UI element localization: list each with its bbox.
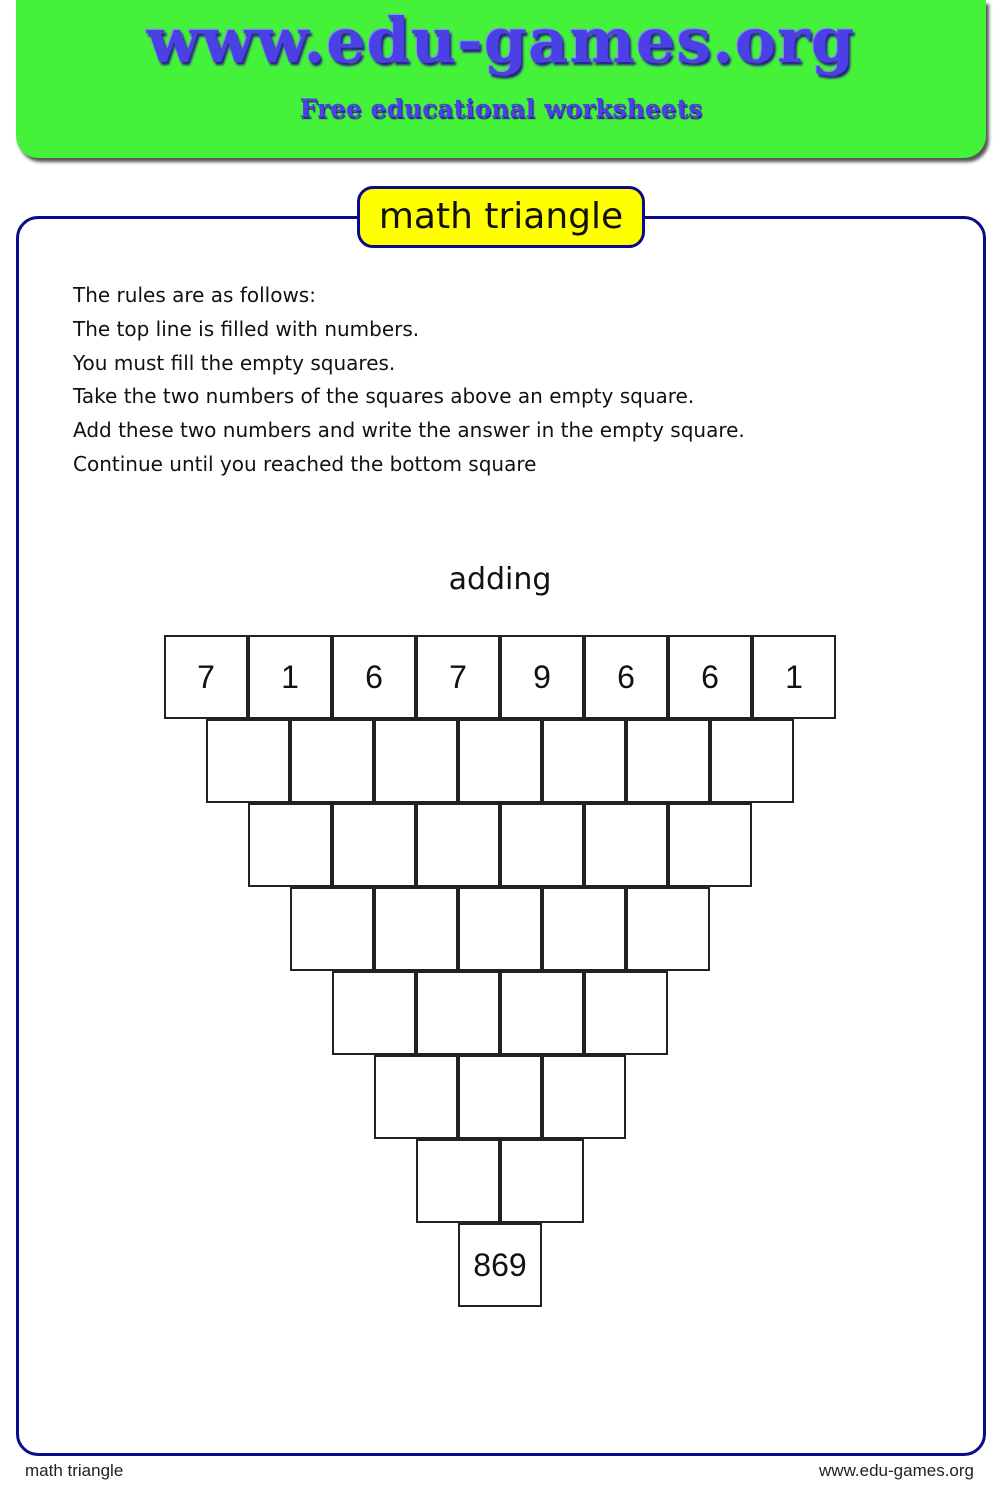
given-number-cell: 7 — [164, 635, 248, 719]
empty-answer-cell[interactable] — [206, 719, 290, 803]
given-number-cell: 6 — [332, 635, 416, 719]
rule-line: The top line is filled with numbers. — [73, 316, 420, 341]
site-subtitle: Free educational worksheets — [299, 94, 703, 123]
footer-title: math triangle — [25, 1461, 124, 1480]
rule-line: You must fill the empty squares. — [73, 350, 396, 375]
given-number-cell: 1 — [248, 635, 332, 719]
empty-answer-cell[interactable] — [500, 1139, 584, 1223]
given-number-cell: 6 — [584, 635, 668, 719]
empty-answer-cell[interactable] — [374, 719, 458, 803]
empty-answer-cell[interactable] — [416, 971, 500, 1055]
empty-answer-cell[interactable] — [542, 887, 626, 971]
empty-answer-cell[interactable] — [710, 719, 794, 803]
footer-site[interactable]: www.edu-games.org — [819, 1461, 974, 1480]
site-title[interactable]: www.edu-games.org — [146, 4, 856, 77]
empty-answer-cell[interactable] — [542, 719, 626, 803]
empty-answer-cell[interactable] — [542, 1055, 626, 1139]
rule-line: Add these two numbers and write the answer in the empty square. — [73, 418, 745, 443]
empty-answer-cell[interactable] — [584, 971, 668, 1055]
empty-answer-cell[interactable] — [458, 719, 542, 803]
empty-answer-cell[interactable] — [626, 887, 710, 971]
empty-answer-cell[interactable] — [374, 1055, 458, 1139]
empty-answer-cell[interactable] — [500, 971, 584, 1055]
empty-answer-cell[interactable] — [458, 887, 542, 971]
empty-answer-cell[interactable] — [626, 719, 710, 803]
operation-label: adding — [448, 562, 552, 597]
empty-answer-cell[interactable] — [290, 719, 374, 803]
empty-answer-cell[interactable] — [500, 803, 584, 887]
worksheet-title: math triangle — [357, 186, 645, 248]
empty-answer-cell[interactable] — [332, 803, 416, 887]
given-number-cell: 9 — [500, 635, 584, 719]
empty-answer-cell[interactable] — [416, 803, 500, 887]
empty-answer-cell[interactable] — [458, 1055, 542, 1139]
given-number-cell: 1 — [752, 635, 836, 719]
empty-answer-cell[interactable] — [290, 887, 374, 971]
rule-line: The rules are as follows: — [73, 283, 316, 307]
empty-answer-cell[interactable] — [584, 803, 668, 887]
empty-answer-cell[interactable] — [668, 803, 752, 887]
empty-answer-cell[interactable] — [416, 1139, 500, 1223]
empty-answer-cell[interactable] — [248, 803, 332, 887]
given-number-cell: 6 — [668, 635, 752, 719]
result-cell: 869 — [458, 1223, 542, 1307]
rules-list — [73, 279, 745, 482]
empty-answer-cell[interactable] — [374, 887, 458, 971]
rule-line: Take the two numbers of the squares above an empty square. — [73, 384, 695, 409]
empty-answer-cell[interactable] — [332, 971, 416, 1055]
given-number-cell: 7 — [416, 635, 500, 719]
site-banner — [16, 0, 986, 158]
rule-line: Continue until you reached the bottom square — [73, 451, 537, 476]
